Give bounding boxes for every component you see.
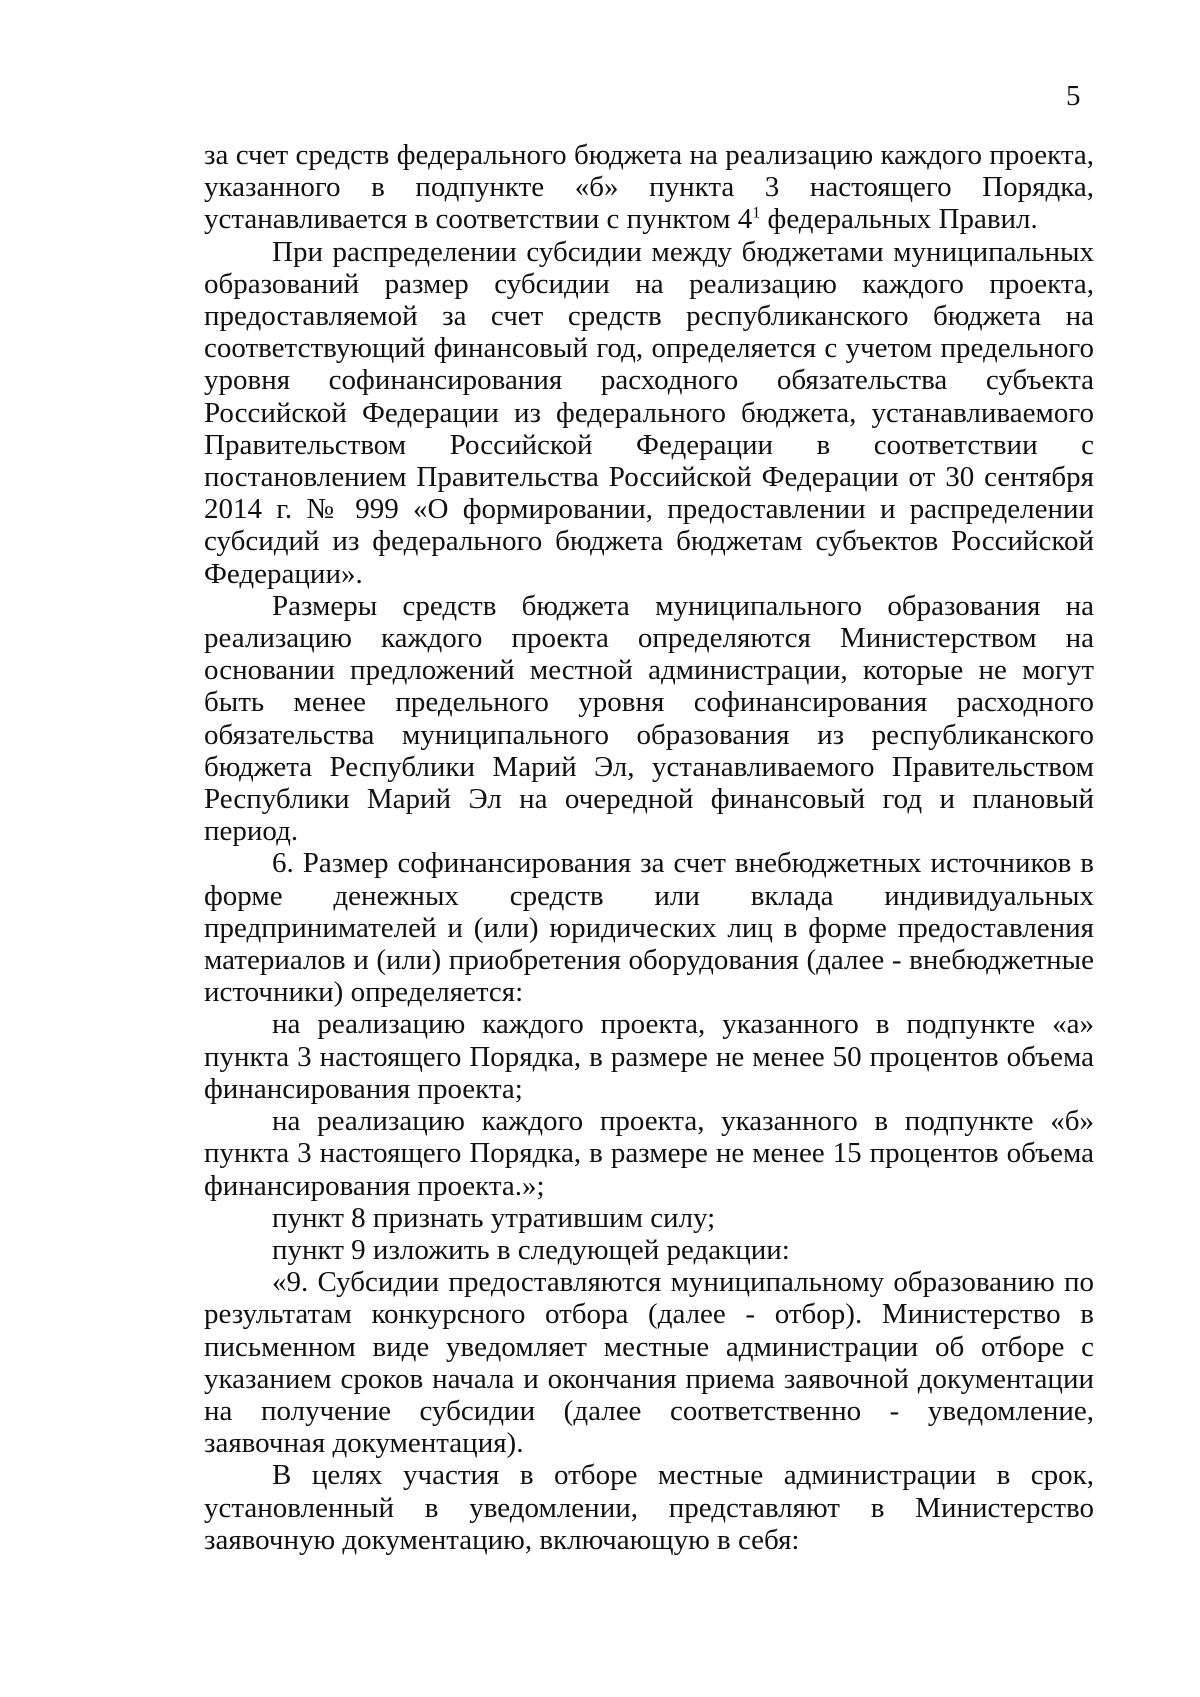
paragraph-subitem-b: на реализацию каждого проекта, указанного в подпункте «б» пункта 3 настоящего Порядка, в размере не менее 15 процентов объема финансирования проекта.»; <box>204 1105 1094 1202</box>
paragraph-item-6-cofinancing: 6. Размер софинансирования за счет внебюджетных источников в форме денежных средств или вклада индивидуальных предпринимателей и (или) юридических лиц в форме предоставления материалов и (или) приобретения оборудования (далее - внебюджетные источники) определяется: <box>204 847 1094 1009</box>
paragraph-tail: федеральных Правил. <box>760 203 1038 236</box>
paragraph-text: за счет средств федерального бюджета на реализацию каждого проекта, указанного в подпункте «б» пункта 3 настоящего Порядка, устанавливается в соответствии с пунктом 4 <box>204 139 1094 236</box>
superscript-1: 1 <box>752 204 761 222</box>
paragraph-application-documentation: В целях участия в отборе местные администрации в срок, установленный в уведомлении, представляют в Министерство заявочную документацию, включающую в себя: <box>204 1459 1094 1556</box>
paragraph-item-8-repeal: пункт 8 признать утратившим силу; <box>272 1201 716 1234</box>
document-body <box>204 139 1094 1556</box>
page-number: 5 <box>1066 80 1081 112</box>
paragraph-subsidy-distribution: При распределении субсидии между бюджетами муниципальных образований размер субсидии на реализацию каждого проекта, предоставляемой за счет средств республиканского бюджета на соответствующий финансовый год, определяется с учетом предельного уровня софинансирования расходного обязательства субъекта Российской Федерации из федерального бюджета, устанавливаемого Правительством Российской Федерации в соответствии с постановлением Правительства Российской Федерации от 30 сентября 2014 г. № 999 «О формировании, предоставлении и распределении субсидий из федерального бюджета бюджетам субъектов Российской Федерации». <box>204 235 1094 590</box>
paragraph-item-9-text: «9. Субсидии предоставляются муниципальному образованию по результатам конкурсного отбора (далее - отбор). Министерство в письменном виде уведомляет местные администрации об отборе с указанием сроков начала и окончания приема заявочной документации на получение субсидии (далее соответственно - уведомление, заявочная документация). <box>204 1266 1094 1460</box>
paragraph-item-9-intro: пункт 9 изложить в следующей редакции: <box>272 1233 790 1266</box>
paragraph-subitem-a: на реализацию каждого проекта, указанного в подпункте «а» пункта 3 настоящего Порядка, в размере не менее 50 процентов объема финансирования проекта; <box>204 1008 1094 1105</box>
paragraph-municipal-budget-amounts: Размеры средств бюджета муниципального образования на реализацию каждого проекта определяются Министерством на основании предложений местной администрации, которые не могут быть менее предельного уровня софинансирования расходного обязательства муниципального образования из республиканского бюджета Республики Марий Эл, устанавливаемого Правительством Республики Марий Эл на очередной финансовый год и плановый период. <box>204 589 1094 848</box>
paragraph-federal-budget-continuation <box>204 139 1094 236</box>
